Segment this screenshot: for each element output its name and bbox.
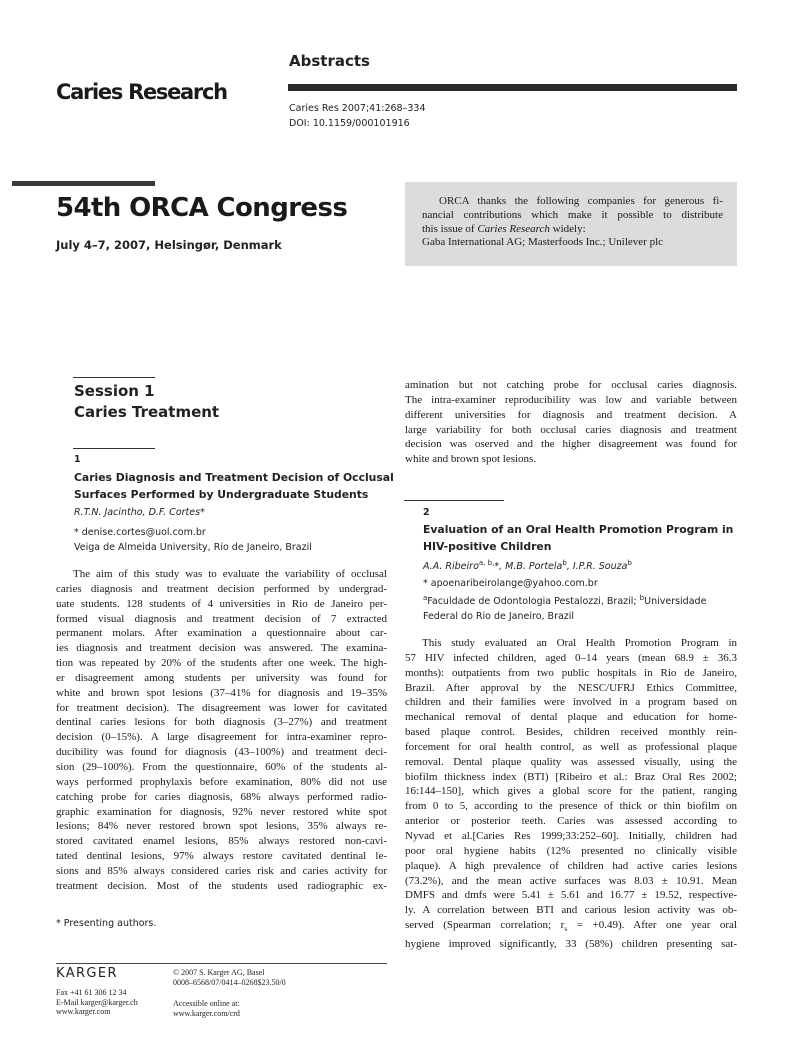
body-line: 57 HIV infected children, aged 0–14 years (mean 68.9 ± 36.3 [405,651,737,664]
publisher-contact [56,988,138,1017]
affiliation-marker: b [639,594,645,602]
abstract-title-line: Surfaces Performed by Undergraduate Students [74,488,369,501]
body-line: based plaque control. Besides, children received monthly rein- [405,726,737,739]
header-rule [288,84,737,91]
author-star: * [494,561,500,573]
author-superscript: a, b, [478,559,495,567]
issn: 0008–6568/07/0414–0268$23.50/0 [173,977,286,987]
abstract-rule [73,448,155,449]
body-line-text: = +0.49). After one year oral [567,919,737,932]
body-line: tated dentinal lesions, 97% always restore cavitated dentinal le- [56,850,387,863]
spearman-subscript: s [564,924,568,934]
body-line: DMFS and dmfs were 5.41 ± 5.61 and 16.77 ± 19.52, respective- [405,889,737,902]
publisher-fax: Fax +41 61 306 12 34 [56,988,127,997]
copyright-block [173,968,286,987]
sponsor-line-text: this issue of [422,222,478,235]
body-line: permanent molars. After examination a questionnaire about car- [56,627,387,640]
body-line: decision (0–15%). A large disagreement for intra-examiner repro- [56,731,387,744]
abstract-title [74,469,394,503]
publisher-website[interactable]: www.karger.com [56,1007,111,1016]
body-line: removal. Dental plaque quality was assessed visually, using the [405,755,737,768]
affiliation-text: Faculdade de Odontologia Pestalozzi, Brazil; [427,596,640,608]
body-line: This study evaluated an Oral Health Promotion Program in [422,637,737,649]
abstract-title [423,521,733,555]
body-line: uate students. 128 students of 4 universities in Rio de Janeiro per- [56,597,387,610]
body-line: 16:144–150], which gives a global score for the patient, ranging [405,785,737,798]
body-line: caries diagnosis and treatment decision performed by undergrad- [56,582,387,595]
section-label: Abstracts [289,52,370,70]
abstract-number: 1 [74,454,81,465]
body-line: large variability for both occlusal caries diagnosis and treatment [405,423,737,436]
body-line: (73.2%), and the mean active surfaces was 8.03 ± 10.91. Mean [405,874,737,887]
body-line: lesions; 84% never restored brown spot lesions, 35% always re- [56,820,387,833]
abstract-body [405,636,737,952]
citation: Caries Res 2007;41:268–334 [289,103,426,114]
body-line: sions and 85% always considered caries risk and caries activity for [56,864,387,877]
body-line: forcement for oral health control, as well as professional plaque [405,740,737,753]
body-line: Brazil. After approval by the NESC/UFRJ Ethics Committee, [405,681,737,694]
author-name: , M.B. Portela [499,561,563,573]
body-line: plaque). A high prevalence of children had active caries lesions [405,859,737,872]
sponsor-journal-name: Caries Research [477,222,550,235]
body-line: formed visual diagnosis and treatment decision of 7 extracted [56,612,387,625]
body-line: amination but not catching probe for occlusal caries diagnosis. [405,379,737,391]
body-line: tion was repeated by 20% of the students after one week. The high- [56,657,387,670]
abstract-body [56,567,387,894]
abstract-body-continued [405,378,737,467]
body-line: different universities for diagnosis and treatment decision. A [405,408,737,421]
body-line: treatment decision. Most of the students used radiographic ex- [56,879,387,892]
affiliation-text: Universidade [644,596,707,608]
author-email[interactable]: * apoenaribeirolange@yahoo.com.br [423,578,598,589]
abstract-authors: R.T.N. Jacintho, D.F. Cortes* [74,507,205,518]
body-line: ly. A correlation between BTI and carious lesion activity was ob- [405,904,737,917]
citation-block [289,101,425,131]
sponsor-companies: Gaba International AG; Masterfoods Inc.; Unilever plc [422,236,664,249]
body-line: ies diagnosis and treatment decision was answered. The examina- [56,642,387,655]
body-line: stored cavitated enamel lesions, 85% always restored non-cavi- [56,835,387,848]
body-line: from 0 to 5, according to the presence of thick or thin biofilm on [405,800,737,813]
author-superscript: b [627,559,632,567]
sponsor-line-suffix: widely: [549,222,586,235]
title-rule [12,181,155,186]
sponsor-line [422,223,723,237]
abstract-title-line: Evaluation of an Oral Health Promotion Program in [423,523,734,536]
body-line: biofilm thickness index (BTI) [Ribeiro et al.: Braz Oral Res 2002; [405,770,737,783]
body-line: er disagreement among students per university was found for [56,671,387,684]
publisher-email[interactable]: E-Mail karger@karger.ch [56,997,138,1007]
author-email[interactable]: * denise.cortes@uol.com.br [74,527,206,538]
doi[interactable]: DOI: 10.1159/000101916 [289,118,410,129]
author-affiliation-line: Federal do Rio de Janeiro, Brazil [423,611,575,623]
body-line: anterior or posterior teeth. Caries was assessed according to [405,815,737,828]
body-line [405,918,737,937]
congress-dates: July 4–7, 2007, Helsingør, Denmark [56,238,282,252]
sponsor-note [405,182,737,266]
body-line: The intra-examiner reproducibility was low and variable between [405,393,737,406]
session-label: Session 1 [74,382,155,400]
abstract-number: 2 [423,507,430,518]
body-line: decision was oserved and the higher disagreement was found for [405,438,737,451]
copyright: © 2007 S. Karger AG, Basel [173,968,265,977]
publisher-logo: KARGER [56,966,118,981]
body-line: ways performed prophylaxis before examination, 80% did not use [56,775,387,788]
abstract-affiliation-block [74,525,312,555]
journal-logo: Caries Research [56,80,227,104]
body-line: white and brown spot lesions. [405,453,537,466]
body-line-text: served (Spearman correlation; r [405,919,565,932]
body-line: dentinal caries lesions for both diagnosis (3–27%) and treatment [56,716,387,729]
author-name: , I.P.R. Souza [566,561,628,573]
author-affiliation [423,591,706,609]
sponsor-line: ORCA thanks the following companies for generous fi- [439,195,723,207]
footer-rule [56,963,387,964]
abstract-title-line: Caries Diagnosis and Treatment Decision of Occlusal [74,471,394,484]
online-label: Accessible online at: [173,999,240,1008]
author-superscript: b [562,559,567,567]
affiliation-marker: a [423,594,428,602]
abstract-affiliation-block [423,576,706,624]
body-line: Nyvad et al.[Caries Res 1999;33:252–60]. Initially, children had [405,829,737,842]
session-title: Caries Treatment [74,403,220,421]
abstract-authors [423,559,632,572]
body-line: ducibility was found for diagnosis (43–100%) and treatment deci- [56,746,387,759]
session-rule [73,377,155,378]
online-access-block [173,999,240,1018]
body-line: mechanical removal of dental plaque and education for home- [405,711,737,724]
author-affiliation: Veiga de Almeida University, Rio de Janeiro, Brazil [74,542,312,553]
body-line: children and their families were involved in a program based on [405,696,737,709]
body-line: white and brown spot lesions (37–41% for diagnosis and 19–35% [56,686,387,699]
body-line: for treatment decision). The disagreement was lower for cavitated [56,701,387,714]
body-line: months): outpatients from two public hospitals in Rio de Janeiro, [405,666,737,679]
congress-title: 54th ORCA Congress [56,193,348,223]
abstract-title-line: HIV-positive Children [423,540,552,553]
body-line: The aim of this study was to evaluate the variability of occlusal [73,568,387,580]
session-heading [74,381,219,423]
body-line: poor oral hygiene habits (12% presented no clinically visible [405,844,737,857]
body-line: sion (29–100%). From the questionnaire, 60% of the students al- [56,760,387,773]
body-line: graphic examination for diagnosis, 92% never restored white spot [56,805,387,818]
presenting-authors-footnote: * Presenting authors. [56,918,157,929]
abstract-rule [404,500,504,501]
author-name: A.A. Ribeiro [423,561,479,573]
body-line: catching probe for caries diagnosis, 68% always performed radio- [56,790,387,803]
body-line: hygiene improved significantly, 33 (58%) children presenting sat- [405,938,737,951]
online-url[interactable]: www.karger.com/crd [173,1008,240,1018]
sponsor-line: nancial contributions which make it possible to distribute [422,208,723,221]
